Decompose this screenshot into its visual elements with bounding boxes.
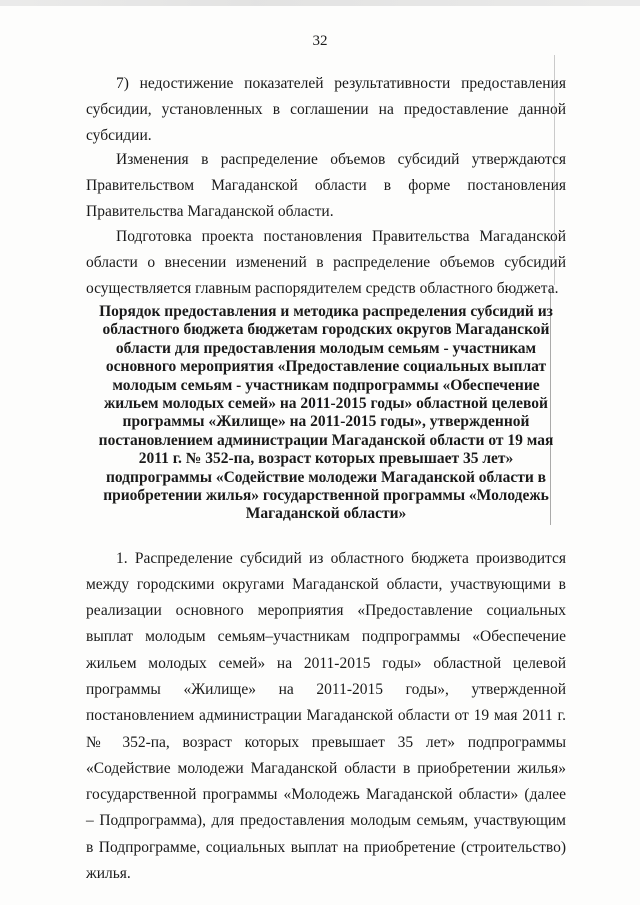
paragraph-preparation: Подготовка проекта постановления Правительства Магаданской области о внесении изменений в распределение объемов субсидий осуществляется главным распорядителем средств областного бюджета.: [86, 227, 566, 297]
page-number: 32: [312, 33, 328, 49]
paragraph-changes: Изменения в распределение объемов субсидий утверждаются Правительством Магаданской области в форме постановления Правительства Магаданской области.: [86, 150, 566, 220]
paragraph-item-7: 7) недостижение показателей результативности предоставления субсидии, установленных в соглашении на предоставление данной субсидии.: [86, 74, 566, 144]
scan-header-artifact: [0, 0, 640, 6]
paragraph-distribution: 1. Распределение субсидий из областного бюджета производится между городскими округами Магаданской области, участвующими в реализации основного мероприятия «Предоставление социальных выплат молодым семьям–участникам подпрограммы «Обеспечение жильем молодых семей» на 2011-2015 годы» областной целевой программы «Жилище» на 2011-2015 годы», утвержденной постановлением администрации Магаданской области от 19 мая 2011 г. № 352-па, возраст которых превышает 35 лет» подпрограммы «Содействие молодежи Магаданской области в приобретении жилья» государственной программы «Молодежь Магаданской области» (далее – Подпрограмма), для предоставления молодым семьям, участвующим в Подпрограмме, социальных выплат на приобретение (строительство) жилья.: [86, 549, 566, 883]
section-heading: Порядок предоставления и методика распределения субсидий из областного бюджета бюджетам городских округов Магаданской области для предоставления молодым семьям - участникам основного мероприятия «Предоставление социальных выплат молодым семьям - участникам подпрограммы «Обеспечение жильем молодых семей» на 2011-2015 годы» областной целевой программы «Жилище» на 2011-2015 годы», утвержденной постановлением администрации Магаданской области от 19 мая 2011 г. № 352-па, возраст которых превышает 35 лет» подпрограммы «Содействие молодежи Магаданской области в приобретении жилья» государственной программы «Молодежь Магаданской области»: [98, 303, 554, 523]
